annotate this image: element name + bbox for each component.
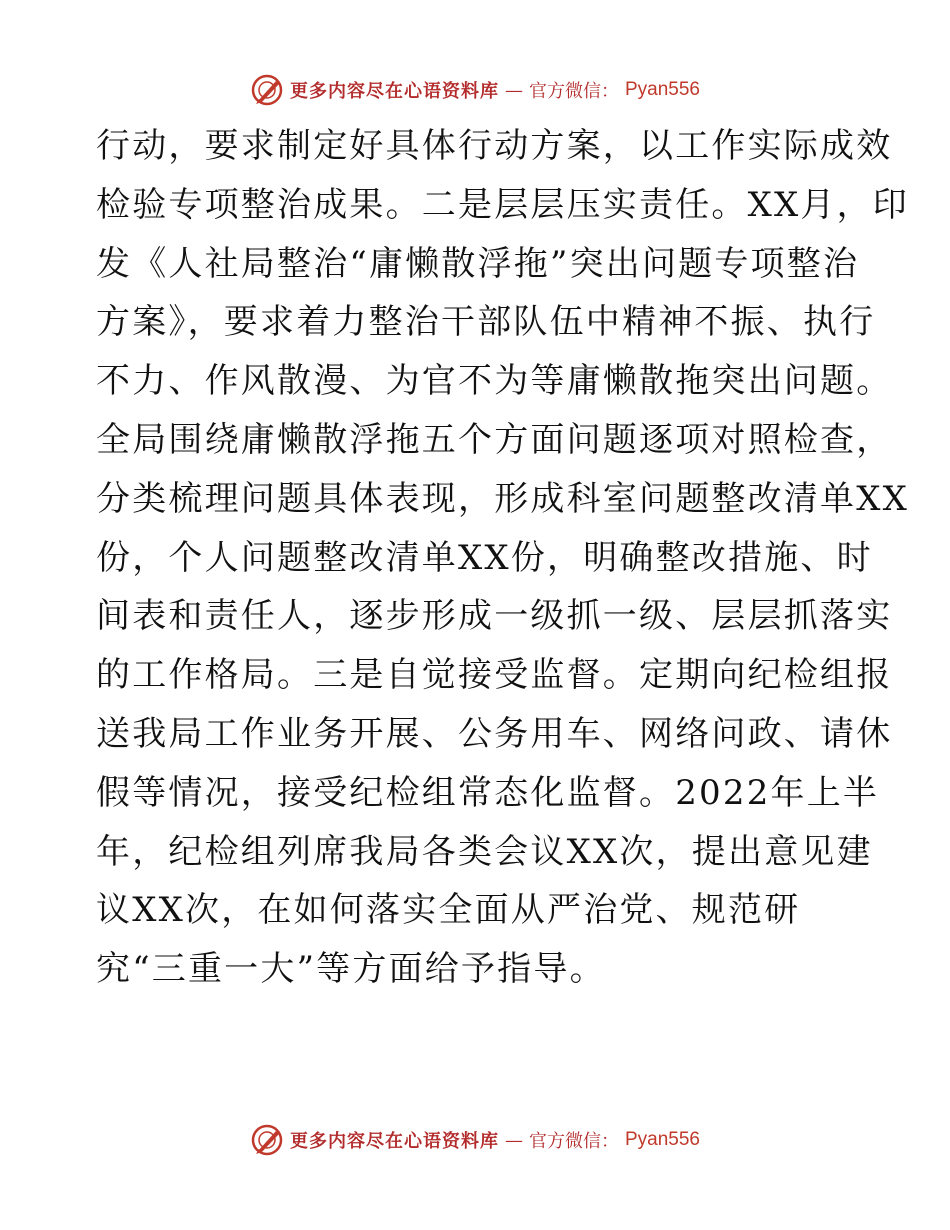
watermark-separator: —: [504, 79, 523, 101]
body-line: 份，个人问题整改清单XX份，明确整改措施、时: [96, 537, 873, 578]
pen-logo-icon: [250, 1123, 284, 1157]
body-line: 送我局工作业务开展、公务用车、网络问政、请休: [96, 713, 893, 754]
body-line: 发《人社局整治“庸懒散浮拖”突出问题专项整治: [96, 243, 860, 284]
watermark-separator: —: [504, 1129, 523, 1151]
body-line: 行动，要求制定好具体行动方案，以工作实际成效: [96, 126, 893, 166]
body-line: 方案》，要求着力整治干部队伍中精神不振、执行: [96, 302, 876, 343]
pen-logo-icon: [250, 73, 284, 107]
watermark-official-label: 官方微信：: [528, 1131, 619, 1152]
header-watermark: [0, 70, 950, 110]
watermark-brand-text: 更多内容尽在心语资料库: [289, 1131, 499, 1152]
body-line: 的工作格局。三是自觉接受监督。定期向纪检组报: [96, 655, 893, 696]
body-line: 间表和责任人，逐步形成一级抓一级、层层抓落实: [96, 596, 893, 637]
body-line: 议XX次，在如何落实全面从严治党、规范研: [96, 890, 801, 931]
body-line: 不力、作风散漫、为官不为等庸懒散拖突出问题。: [96, 361, 893, 402]
body-line: 检验专项整治成果。二是层层压实责任。XX月，印: [96, 184, 910, 225]
document-body: [96, 117, 910, 999]
watermark-account: Pyan556: [624, 79, 700, 100]
footer-watermark: [0, 1120, 950, 1160]
body-line: 年，纪检组列席我局各类会议XX次，提出意见建: [96, 831, 873, 872]
watermark-account: Pyan556: [624, 1129, 700, 1150]
body-line: 分类梳理问题具体表现，形成科室问题整改清单XX: [96, 478, 910, 519]
watermark-brand-text: 更多内容尽在心语资料库: [289, 81, 499, 102]
body-line: 全局围绕庸懒散浮拖五个方面问题逐项对照检查，: [96, 419, 893, 460]
body-line: 假等情况，接受纪检组常态化监督。2022年上半: [96, 772, 880, 813]
watermark-official-label: 官方微信：: [528, 81, 619, 102]
body-line: 究“三重一大”等方面给予指导。: [96, 949, 606, 990]
